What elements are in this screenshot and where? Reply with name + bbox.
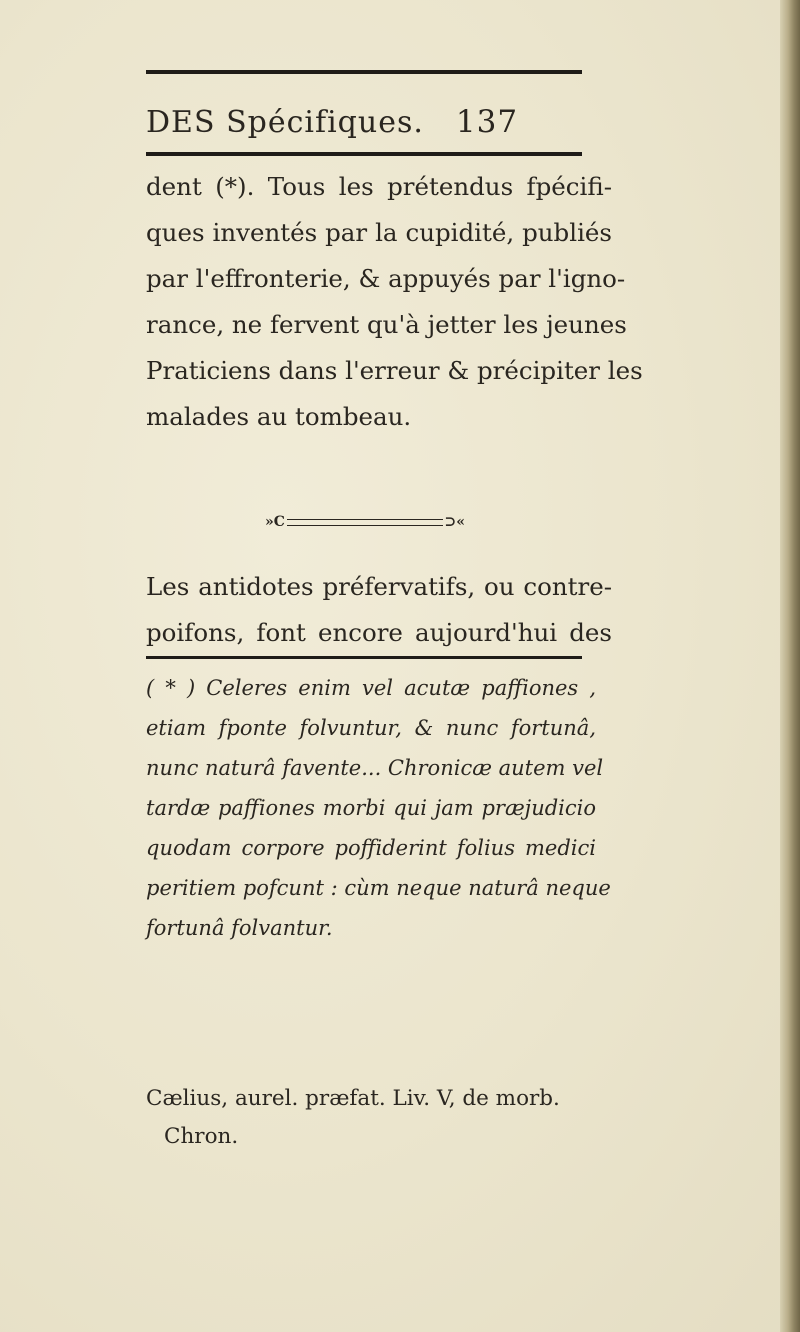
paragraph-line: malades au tombeau. — [146, 402, 412, 431]
paragraph-line: poifons, font encore aujourd'hui des — [146, 618, 612, 647]
page-binding-edge — [780, 0, 800, 1332]
paragraph-line: Les antidotes préfervatifs, ou contre- — [146, 572, 612, 601]
footnote-line: peritiem pofcunt : cùm neque naturâ neque — [146, 876, 611, 900]
paragraph-line: ques inventés par la cupidité, publiés — [146, 218, 612, 247]
paragraph-1 — [146, 164, 643, 440]
footnote-line: etiam fponte folvuntur, & nunc fortunâ, — [146, 716, 596, 740]
header-rule — [146, 152, 582, 156]
footnote-line: quodam corpore poffiderint folius medici — [146, 836, 596, 860]
citation-line: Chron. — [164, 1124, 239, 1149]
footnote-line: tardæ paffiones morbi qui jam præjudicio — [146, 796, 596, 820]
running-title-prefix: DES — [146, 105, 216, 140]
citation-line: Cælius, aurel. præfat. Liv. V, de morb. — [146, 1086, 560, 1111]
paragraph-line: par l'effronterie, & appuyés par l'igno- — [146, 264, 626, 293]
ornament-left-cap: »C — [265, 514, 285, 530]
running-title — [146, 105, 424, 140]
paragraph-line: dent (*). Tous les prétendus fpécifi- — [146, 172, 612, 201]
ornament-bar — [287, 519, 443, 526]
footnote-line: fortunâ folvantur. — [146, 916, 333, 940]
paragraph-line: Praticiens dans l'erreur & précipiter les — [146, 356, 643, 385]
footnote-rule — [146, 656, 582, 659]
footnote-line: nunc naturâ favente... Chronicæ autem vel — [146, 756, 604, 780]
section-ornament — [265, 512, 465, 532]
footnote — [146, 668, 611, 948]
paragraph-2 — [146, 564, 612, 656]
page-number: 137 — [455, 104, 519, 140]
running-header — [146, 104, 606, 148]
ornament-right-cap: ⊃« — [444, 514, 465, 530]
footnote-line: ( * ) Celeres enim vel acutæ paffiones , — [146, 676, 596, 700]
top-rule — [146, 70, 582, 74]
running-title-main: Spécifiques. — [226, 105, 424, 140]
paragraph-line: rance, ne fervent qu'à jetter les jeunes — [146, 310, 627, 339]
footnote-citation — [146, 1080, 612, 1156]
